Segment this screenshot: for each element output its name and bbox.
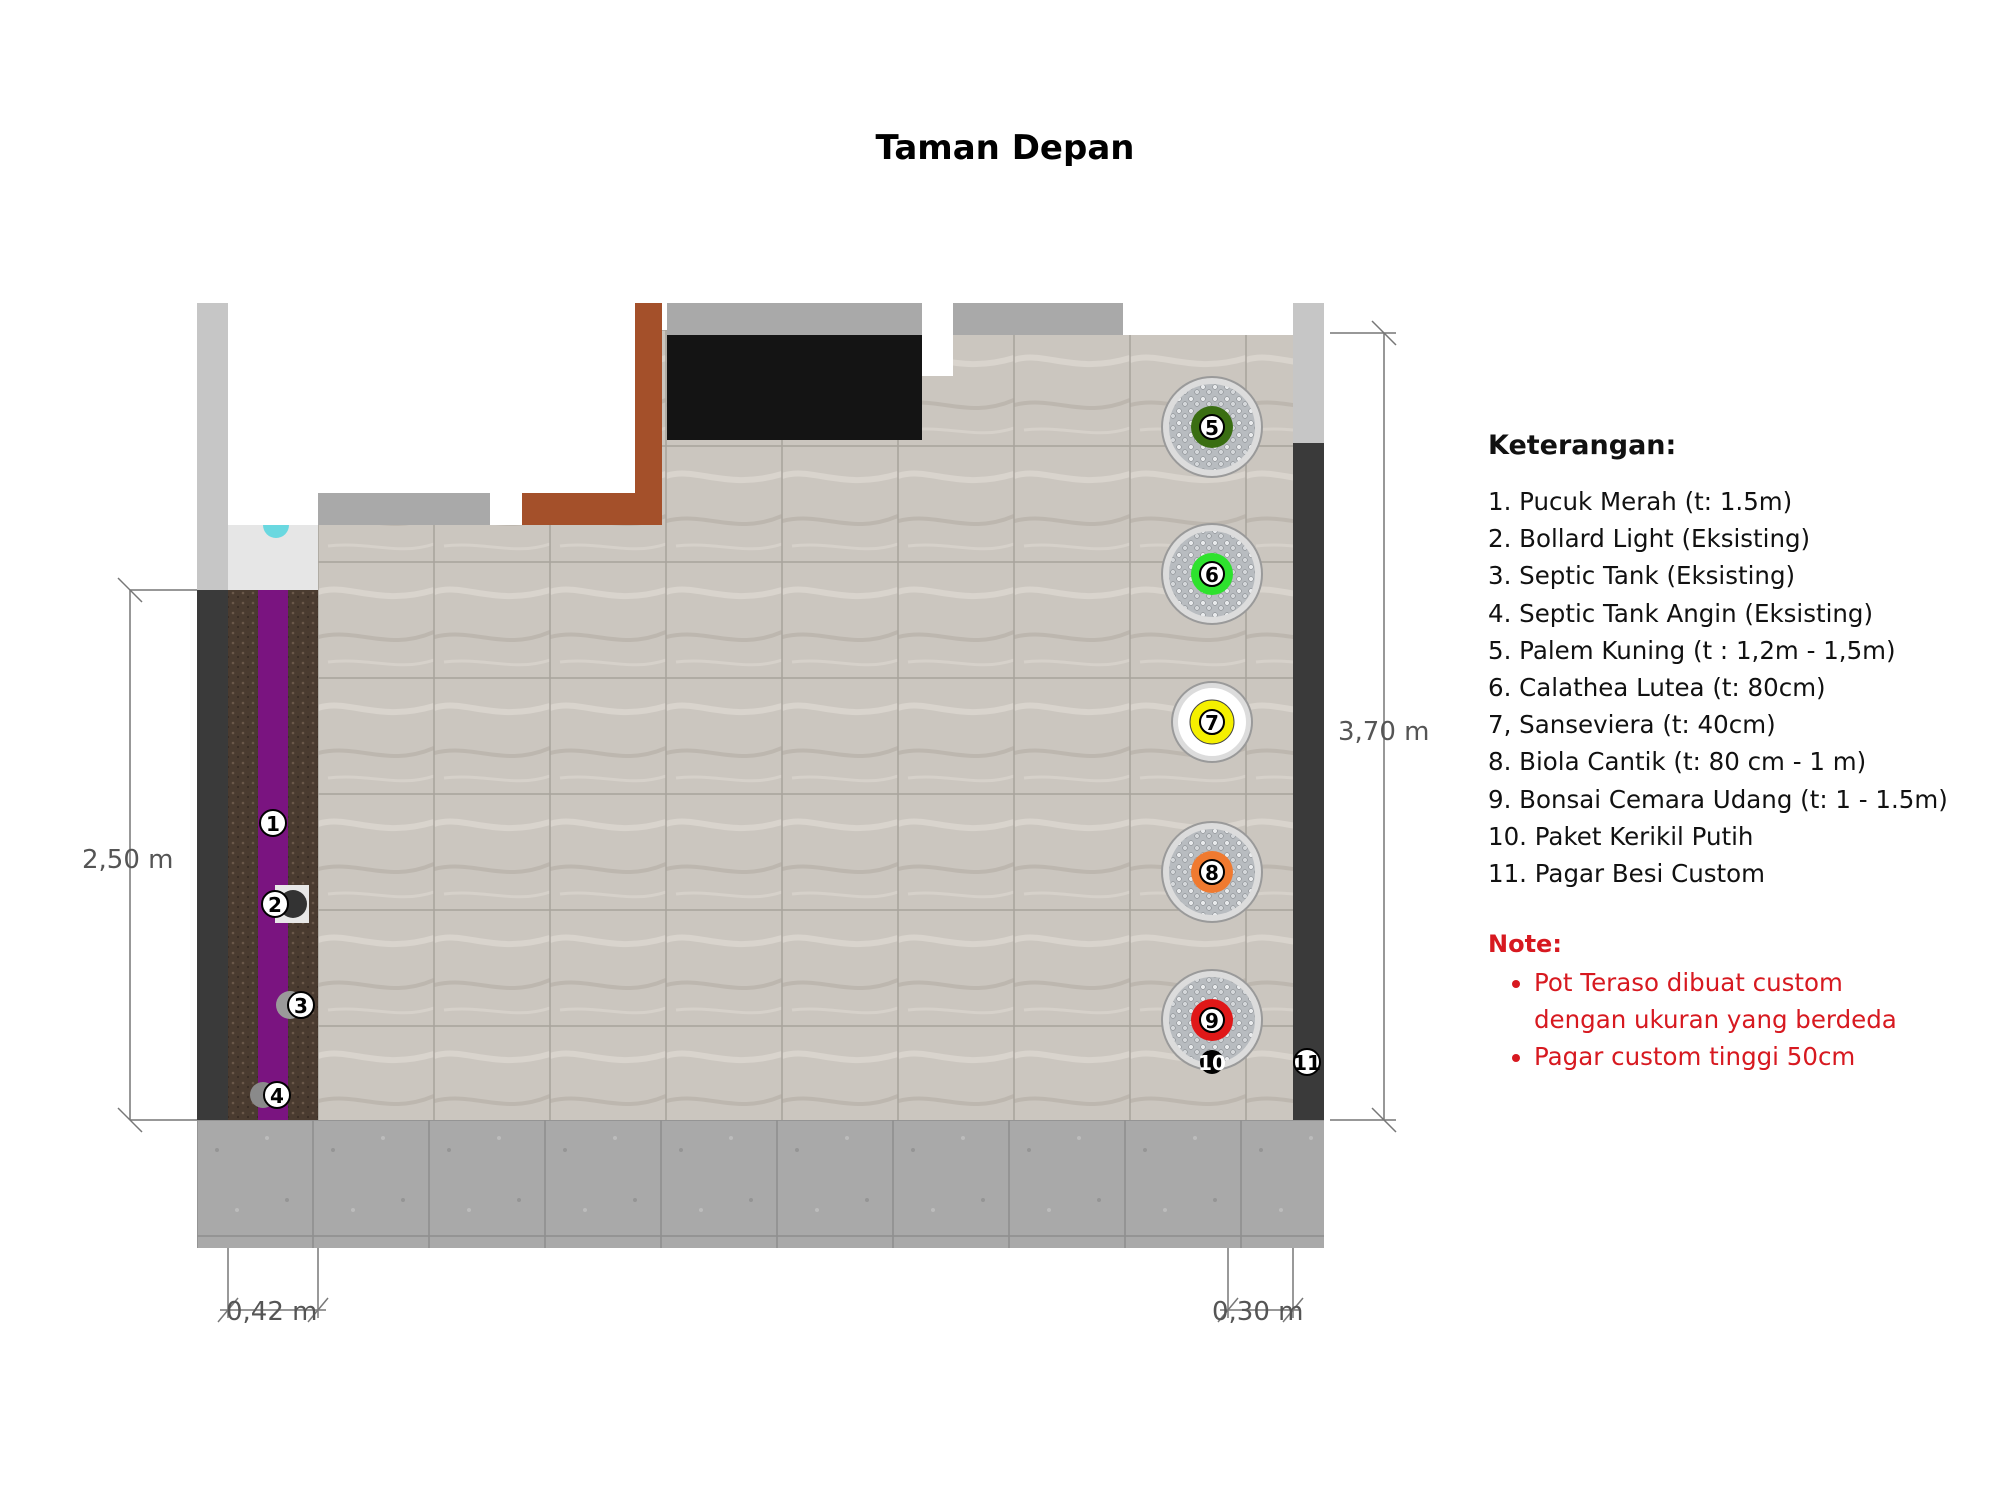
marker-3: 3 (294, 994, 308, 1018)
marker-10: 10 (1198, 1051, 1226, 1075)
left-wall (197, 303, 228, 590)
right-fence (1293, 443, 1324, 1120)
legend-item-1: 1. Pucuk Merah (t: 1.5m) (1488, 487, 1793, 516)
pucuk-merah-row (258, 590, 288, 1120)
marker-5: 5 (1205, 416, 1219, 440)
legend-item-4: 4. Septic Tank Angin (Eksisting) (1488, 598, 1874, 628)
legend-item-10: 10. Paket Kerikil Putih (1488, 821, 1754, 851)
dim-right-height: 3,70 m (1338, 717, 1430, 747)
marker-1-group (260, 810, 286, 836)
page-title: Taman Depan (875, 128, 1135, 168)
planter-8 (1162, 822, 1262, 922)
septic-tank-group (276, 991, 314, 1019)
legend-heading: Keterangan: (1488, 430, 1677, 461)
planter-6 (1162, 524, 1262, 624)
legend-list (1488, 483, 1988, 892)
wall-gap (922, 303, 953, 376)
legend (1488, 430, 1988, 892)
marker-11-group (1293, 1049, 1321, 1075)
wall-gap (1123, 303, 1293, 335)
marker-7: 7 (1205, 711, 1219, 735)
wall-top (667, 303, 922, 335)
note-item-1: • Pot Teraso dibuat custom dengan ukuran yang berdeda (1534, 964, 1914, 1038)
septic-vent-group (250, 1082, 290, 1108)
black-marble-counter (667, 335, 922, 440)
planter-7 (1172, 682, 1252, 762)
marker-9: 9 (1205, 1009, 1219, 1033)
dim-bottom-right: 0,30 m (1212, 1297, 1304, 1327)
legend-item-8: 8. Biola Cantik (t: 80 cm - 1 m) (1488, 747, 1867, 777)
note-box (1488, 930, 1988, 1076)
wall-segment (318, 493, 490, 525)
note-item-2: • Pagar custom tinggi 50cm (1534, 1038, 1914, 1075)
dim-bottom-left: 0,42 m (226, 1297, 318, 1327)
marker-10-group (1198, 1050, 1226, 1075)
legend-item-5: 5. Palem Kuning (t : 1,2m - 1,5m) (1488, 635, 1896, 665)
planter-5 (1162, 377, 1262, 477)
legend-item-11: 11. Pagar Besi Custom (1488, 859, 1765, 889)
legend-item-2: 2. Bollard Light (Eksisting) (1488, 524, 1811, 554)
note-list (1488, 964, 1988, 1076)
bottom-paving (197, 1120, 1324, 1248)
marker-8: 8 (1205, 861, 1219, 885)
legend-item-6: 6. Calathea Lutea (t: 80cm) (1488, 673, 1826, 703)
wall-gap (490, 493, 522, 525)
left-fence (197, 590, 228, 1120)
note-heading: Note: (1488, 930, 1562, 958)
marker-4: 4 (270, 1084, 284, 1108)
wall-top (953, 303, 1123, 335)
marker-2: 2 (268, 893, 282, 917)
room-top-left (228, 303, 635, 493)
right-wall (1293, 303, 1324, 443)
legend-item-3: 3. Septic Tank (Eksisting) (1488, 561, 1796, 591)
marker-11: 11 (1293, 1051, 1321, 1075)
dim-left-height: 2,50 m (82, 845, 174, 875)
marker-1: 1 (266, 812, 280, 836)
legend-item-9: 9. Bonsai Cemara Udang (t: 1 - 1.5m) (1488, 784, 1948, 814)
marker-6: 6 (1205, 563, 1219, 587)
legend-item-7: 7, Sanseviera (t: 40cm) (1488, 710, 1776, 740)
